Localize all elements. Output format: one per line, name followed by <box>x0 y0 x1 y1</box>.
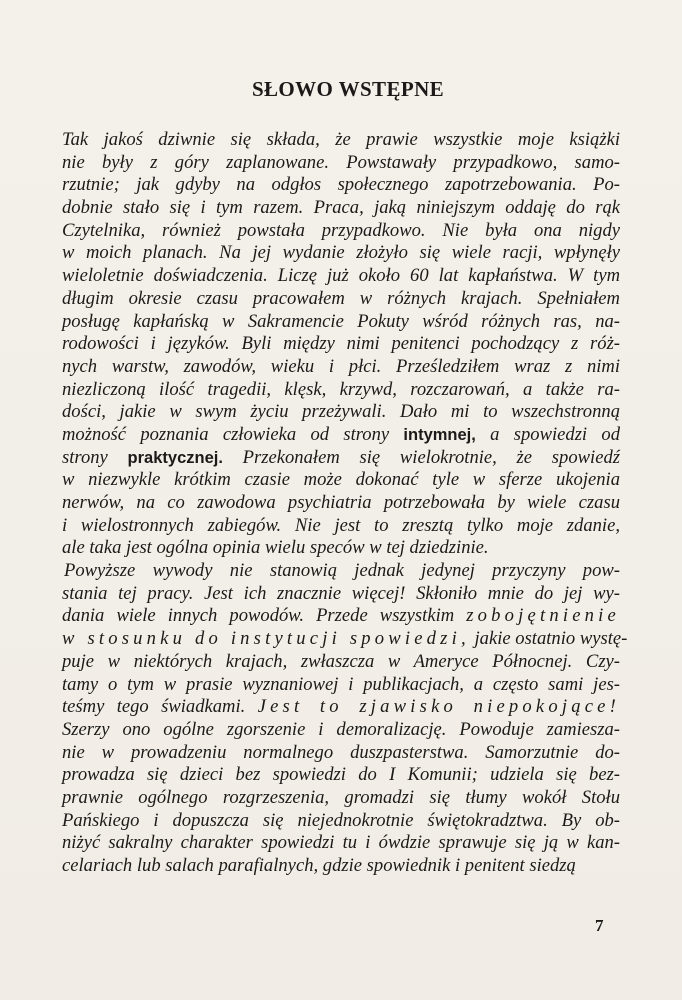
text-line: posługę kapłańską w Sakramencie Pokuty wśród różnych ras, na- <box>62 310 620 332</box>
spaced-emphasis: zobojętnienie <box>466 605 620 627</box>
text-line: Powyższe wywody nie stanowią jednak jedynej przyczyny pow- <box>64 560 620 582</box>
spaced-emphasis: Jest to zjawisko niepokojące! <box>257 696 621 718</box>
text-line: dobnie stało się i tym razem. Praca, jaką niniejszym oddaję do rąk <box>62 197 620 219</box>
text-line: Czytelnika, również powstała przypadkowo. Nie była ona nigdy <box>62 219 620 241</box>
text-line: nych warstw, zawodów, wieku i płci. Prześledziłem wraz z nimi <box>62 355 620 377</box>
paragraph <box>62 560 628 878</box>
bold-emphasis: intymnej, <box>403 425 476 444</box>
page-title: SŁOWO WSTĘPNE <box>251 77 445 101</box>
text-line: nie w prowadzeniu normalnego duszpasterstwa. Samorzutnie do- <box>62 741 620 763</box>
text-line: długim okresie czasu pracowałem w różnych krajach. Spełniałem <box>62 287 620 309</box>
text-line: rzutnie; jak gdyby na odgłos społecznego zapotrzebowania. Po- <box>62 174 620 196</box>
text-line: możność poznania człowieka od strony intymnej, a spowiedzi od <box>62 423 620 445</box>
text-line: Tak jakoś dziwnie się składa, że prawie wszystkie moje książki <box>62 129 620 150</box>
page-number: 7 <box>595 916 604 935</box>
text-line: Pańskiego i dopuszcza się niejednokrotnie świętokradztwa. By ob- <box>62 809 620 831</box>
text-line: celariach lub salach parafialnych, gdzie spowiednik i penitent siedzą <box>62 855 576 876</box>
text-line: w niezwykle krótkim czasie może dokonać tyle w sferze ukojenia <box>62 469 620 491</box>
preface-text <box>62 129 628 878</box>
text-line: stania tej pracy. Jest ich znacznie więcej! Skłoniło mnie do jej wy- <box>62 582 620 604</box>
text-line: strony praktycznej. Przekonałem się wielokrotnie, że spowiedź <box>62 446 620 468</box>
text-line: prawnie ogólnego rozgrzeszenia, gromadzi się tłumy wokół Stołu <box>62 786 620 808</box>
text-line: niżyć sakralny charakter spowiedzi tu i ówdzie sprawuje się ją w kan- <box>62 832 620 854</box>
text-line: tamy o tym w prasie wyznaniowej i publikacjach, a często sami jes- <box>62 673 620 695</box>
text-line: nerwów, na co zawodowa psychiatria potrzebowała by wiele czasu <box>62 492 620 513</box>
text-line: dości, jakie w swym życiu przeżywali. Dało mi to wszechstronną <box>62 401 620 423</box>
text-line: wieloletnie doświadczenia. Liczę już około 60 lat kapłaństwa. W tym <box>62 265 620 287</box>
bold-emphasis: praktycznej. <box>127 448 223 467</box>
text-line: w moich planach. Na jej wydanie złożyło się wiele racji, wpłynęły <box>62 242 620 264</box>
text-line: nie były z góry zaplanowane. Powstawały przypadkowo, samo- <box>62 151 620 173</box>
text-line: niezliczoną ilość tragedii, klęsk, krzywd, rozczarowań, a także ra- <box>62 378 620 400</box>
text-line: w stosunku do instytucji spowiedzi, jakie ostatnio wystę- <box>62 628 628 650</box>
text-line: rodowości i języków. Byli między nimi penitenci pochodzący z róż- <box>62 333 620 355</box>
text-line: i wielostronnych zabiegów. Nie jest to zresztą tylko moje zdanie, <box>62 514 620 536</box>
spaced-emphasis: w stosunku do instytucji spowiedzi, <box>62 628 470 650</box>
text-line: ale taka jest ogólna opinia wielu speców w tej dziedzinie. <box>62 537 489 559</box>
paragraph <box>62 129 620 560</box>
text-line: puje w niektórych krajach, zwłaszcza w Ameryce Północnej. Czy- <box>62 650 620 672</box>
text-line: teśmy tego świadkami. Jest to zjawisko niepokojące! <box>62 696 621 718</box>
text-line: Szerzy ono ogólne zgorszenie i demoralizację. Powoduje zamiesza- <box>62 718 620 740</box>
text-line: prowadza się dzieci bez spowiedzi do I Komunii; udziela się bez- <box>62 764 620 786</box>
text-line: dania wiele innych powodów. Przede wszystkim zobojętnienie <box>62 605 620 627</box>
